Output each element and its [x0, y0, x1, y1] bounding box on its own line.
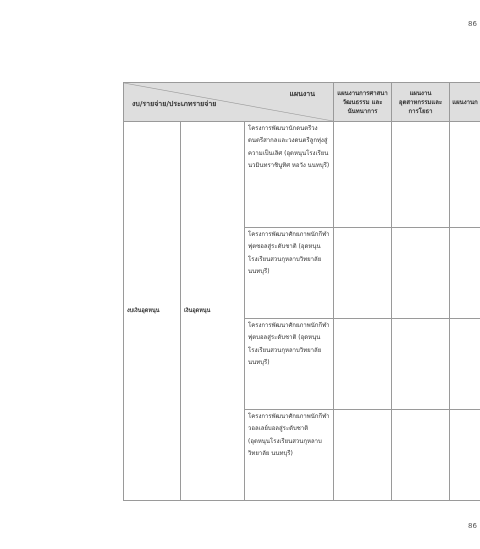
- budget-category-cell: งบเงินอุดหนุน: [124, 122, 181, 501]
- project-cell: โครงการพัฒนาศักยภาพนักกีฬาฟุตบอลสู่ระดับชาติ (อุดหนุนโรงเรียนสวนกุหลาบวิทยาลัย นนทบุรี): [245, 319, 334, 410]
- value-cell: [392, 410, 450, 501]
- diagonal-header-cell: [124, 83, 334, 122]
- value-cell: [334, 410, 392, 501]
- header-truncated-plan: แผนงานก: [450, 83, 480, 122]
- value-cell: [392, 122, 450, 228]
- page-number-top: 86: [468, 20, 477, 28]
- diagonal-header-plan: แผนงาน: [289, 90, 316, 98]
- table-header-row: [124, 83, 480, 122]
- header-industry-public-works: แผนงาน อุตสาหกรรมและการโยธา: [392, 83, 450, 122]
- value-cell: [450, 410, 480, 501]
- value-cell: [450, 228, 480, 319]
- page-number-bottom: 86: [468, 522, 477, 530]
- value-cell: [392, 228, 450, 319]
- project-cell: โครงการพัฒนาศักยภาพนักกีฬาฟุตซอลสู่ระดับชาติ (อุดหนุนโรงเรียนสวนกุหลาบวิทยาลัย นนทบุรี): [245, 228, 334, 319]
- project-cell: โครงการพัฒนานักดนตรีวงดนตรีสากลและวงดนตรีลูกทุ่งสู่ความเป็นเลิศ (อุดหนุนโรงเรียนนวมินทราชินูทิศ หอวัง นนทบุรี): [245, 122, 334, 228]
- value-cell: [334, 122, 392, 228]
- budget-table: [123, 82, 480, 501]
- project-cell: โครงการพัฒนาศักยภาพนักกีฬาวอลเลย์บอลสู่ระดับชาติ (อุดหนุนโรงเรียนสวนกุหลาบวิทยาลัย นนทบุรี): [245, 410, 334, 501]
- diagonal-header-budget-type: งบ/รายจ่าย/ประเภทรายจ่าย: [132, 100, 217, 108]
- value-cell: [334, 228, 392, 319]
- value-cell: [392, 319, 450, 410]
- table-row: [124, 122, 480, 228]
- value-cell: [334, 319, 392, 410]
- value-cell: [450, 319, 480, 410]
- header-religion-culture-recreation: แผนงานการศาสนา วัฒนธรรม และนันทนาการ: [334, 83, 392, 122]
- value-cell: [450, 122, 480, 228]
- expense-type-cell: เงินอุดหนุน: [181, 122, 245, 501]
